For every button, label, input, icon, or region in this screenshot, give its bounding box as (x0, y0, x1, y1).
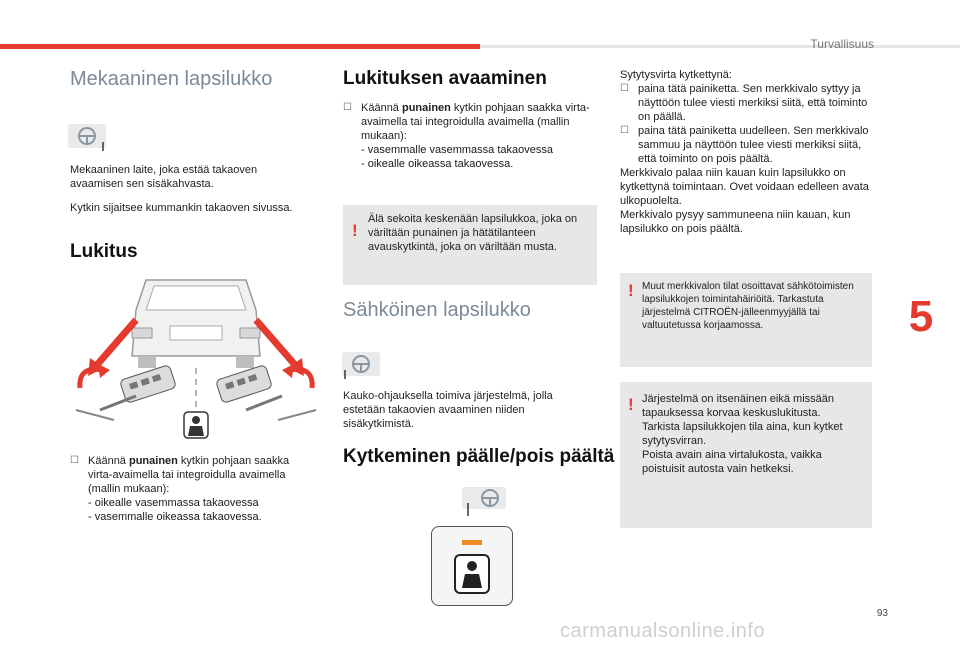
warning-lock-mixup-text: Älä sekoita keskenään lapsilukkoa, joka on väriltään punainen ja hätätilanteen avauskytkintä, joka on väriltään musta. (368, 213, 578, 253)
warning-box-malfunction (620, 273, 872, 367)
mechanical-lock-para2: Kytkin sijaitsee kummankin takaoven sivussa. (70, 202, 293, 214)
child-lock-indicator-light (462, 540, 482, 545)
steering-wheel-icon (462, 487, 506, 522)
lukitus-instruction: ☐ Käännä punainen kytkin pohjaan saakka virta-avaimella tai integroidulla avaimella (mallin mukaan): (70, 455, 290, 495)
mechanical-lock-para1: Mekaaninen laite, joka estää takaoven avaamisen sen sisäkahvasta. (70, 164, 258, 190)
chapter-number: 5 (908, 292, 934, 341)
bullet-square-icon: ☐ (343, 102, 352, 113)
steering-wheel-icon (68, 124, 106, 157)
exclamation-icon: ! (352, 221, 358, 240)
electric-lock-para: Kauko-ohjauksella toimiva järjestelmä, jolla estetään takaovien avaaminen niiden sisäkytkimistä. (343, 390, 553, 430)
lukitus-sub-1: - oikealle vasemmassa takaovessa (88, 497, 259, 509)
electric-lock-title: Sähköinen lapsilukko (343, 299, 531, 321)
warning-independent-text: Järjestelmä on itsenäinen eikä missään tapauksessa korvaa keskuslukitusta. Tarkista lapsilukkojen tila aina, kun kytket sytytysvirran. Poista avain aina virtalukosta, vaikka poistuisit autosta vain hetkeksi. (642, 393, 843, 475)
indicator-on-para: Merkkivalo palaa niin kauan kuin lapsilukko on kytkettynä toimintaan. Ovet voidaan edelleen avata ulkopuolelta. (620, 167, 869, 207)
exclamation-icon: ! (628, 281, 634, 300)
warning-box-independent-system (620, 382, 872, 528)
steering-wheel-icon (342, 352, 380, 385)
lukitus-sub-2: - vasemmalle oikeassa takaovessa. (88, 511, 262, 523)
section-label: Turvallisuus (810, 37, 874, 51)
bullet-square-icon: ☐ (70, 455, 79, 466)
header-red-bar (0, 44, 480, 49)
onoff-title: Kytkeminen päälle/pois päältä (343, 446, 615, 467)
page-number: 93 (876, 608, 888, 619)
child-lock-icon (454, 554, 490, 599)
child-lock-button[interactable] (431, 526, 513, 606)
lukitus-title: Lukitus (70, 241, 138, 262)
exclamation-icon: ! (628, 395, 634, 414)
mechanical-lock-title: Mekaaninen lapsilukko (70, 68, 273, 90)
rear-door-lock-illustration (70, 270, 322, 442)
bullet-square-icon: ☐ (620, 125, 629, 136)
watermark: carmanualsonline.info (560, 620, 766, 642)
warning-malfunction-text: Muut merkkivalon tilat osoittavat sähkötoimisten lapsilukkojen toimintahäiriöitä. Tarkastuta järjestelmä CITROËN-jälleenmyyjällä tai valtuutetussa korjaamossa. (642, 281, 854, 331)
unlocking-instruction: ☐ Käännä punainen kytkin pohjaan saakka virta-avaimella tai integroidulla avaimella (mallin mukaan): (343, 102, 590, 142)
unlocking-title: Lukituksen avaaminen (343, 68, 547, 89)
press-off-instruction: ☐ paina tätä painiketta uudelleen. Sen merkkivalo sammuu ja näyttöön tulee viesti merkiksi siitä, että toiminto on pois päältä. (620, 125, 869, 165)
press-on-instruction: ☐ paina tätä painiketta. Sen merkkivalo syttyy ja näyttöön tulee viesti merkiksi siitä, että toiminto on päällä. (620, 83, 868, 123)
warning-box-lock-mixup (343, 205, 597, 285)
bullet-square-icon: ☐ (620, 83, 629, 94)
unlocking-sub-2: - oikealle oikeassa takaovessa. (361, 158, 514, 170)
unlocking-sub-1: - vasemmalle vasemmassa takaovessa (361, 144, 553, 156)
header-grey-bar (480, 45, 960, 48)
ignition-on-line: Sytytysvirta kytkettynä: (620, 69, 732, 81)
indicator-off-para: Merkkivalo pysyy sammuneena niin kauan, kun lapsilukko on pois päältä. (620, 209, 851, 235)
